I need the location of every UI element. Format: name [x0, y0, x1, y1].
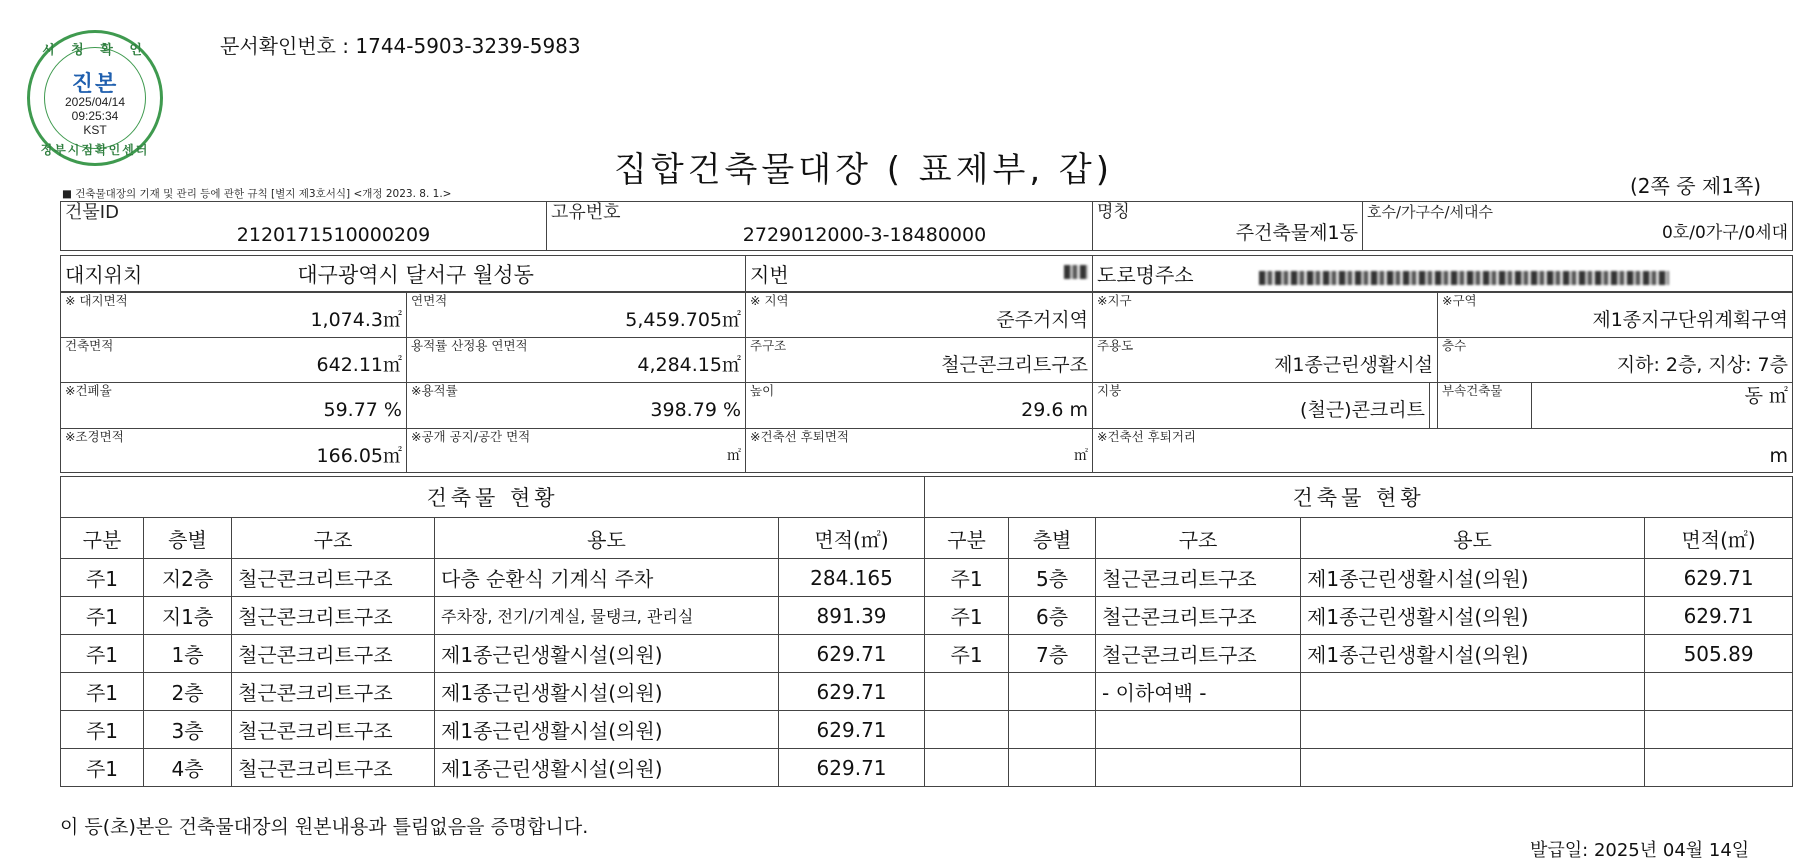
cell-division: 주1 — [925, 635, 1009, 673]
cell-division: 주1 — [61, 559, 144, 597]
register-form — [60, 201, 1792, 787]
annex-value: 동 ㎡ — [1744, 385, 1788, 407]
summary-table-row1 — [60, 201, 1793, 251]
header-division: 구분 — [61, 518, 144, 559]
main-use-cell — [1093, 338, 1438, 383]
summary-table-row2 — [60, 255, 1793, 292]
zone-value: 준주거지역 — [996, 309, 1088, 331]
cell-division: 주1 — [925, 597, 1009, 635]
unique-no-cell — [547, 202, 1093, 251]
cell-structure: 철근콘크리트구조 — [232, 559, 435, 597]
building-id-cell — [61, 202, 547, 251]
landscape-label: ※조경면적 — [65, 429, 124, 444]
cell-use: 제1종근린생활시설(의원) — [1301, 635, 1645, 673]
table-row — [61, 673, 1793, 711]
far-floor-area-label: 용적률 산정용 연면적 — [411, 338, 528, 353]
seal-timezone: KST — [83, 123, 107, 137]
site-location-value: 대구광역시 달서구 월성동 — [297, 262, 534, 287]
main-structure-value: 철근콘크리트구조 — [941, 354, 1088, 376]
cell-area — [1645, 749, 1793, 787]
cell-floor: 1층 — [144, 635, 232, 673]
end-of-entries-marker: - 이하여백 - — [1096, 673, 1301, 711]
seal-main-text: 진본 — [71, 72, 119, 97]
regulation-note: ■ 건축물대장의 기재 및 관리 등에 관한 규칙 [별지 제3호서식] <개정 2023. 8. 1.> — [62, 188, 452, 200]
cell-division: 주1 — [61, 673, 144, 711]
total-floor-area-label: 연면적 — [411, 293, 448, 308]
setback-area-value: ㎡ — [1074, 448, 1088, 464]
header-structure: 구조 — [1096, 518, 1301, 559]
bcr-label: ※건폐율 — [65, 383, 112, 398]
district-cell — [1093, 293, 1438, 338]
seal-top-text: 시 청 확 인 — [42, 43, 148, 58]
official-seal — [27, 30, 163, 166]
header-area: 면적(㎡) — [1645, 518, 1793, 559]
floor-table-header — [61, 518, 1793, 559]
area-cell — [1438, 293, 1793, 338]
height-cell — [746, 383, 1093, 429]
cell-use: 제1종근린생활시설(의원) — [435, 711, 779, 749]
cell-division — [925, 711, 1009, 749]
cell-area: 629.71 — [1645, 597, 1793, 635]
site-area-label: ※ 대지면적 — [65, 293, 128, 308]
height-value: 29.6 m — [1021, 399, 1088, 421]
cell-use: 주차장, 전기/기계실, 물탱크, 관리실 — [435, 597, 779, 635]
annex-value-subcell — [1532, 383, 1792, 428]
cell-floor: 7층 — [1009, 635, 1096, 673]
main-structure-label: 주구조 — [750, 338, 787, 353]
cell-structure: 철근콘크리트구조 — [1096, 635, 1301, 673]
landscape-cell — [61, 429, 407, 473]
setback-area-label: ※건축선 후퇴면적 — [750, 429, 849, 444]
name-cell — [1093, 202, 1363, 251]
building-area-label: 건축면적 — [65, 338, 114, 353]
site-area-cell — [61, 293, 407, 338]
cell-area: 629.71 — [779, 673, 925, 711]
setback-distance-label: ※건축선 후퇴거리 — [1097, 429, 1196, 444]
cell-use: 제1종근린생활시설(의원) — [435, 635, 779, 673]
cell-use: 제1종근린생활시설(의원) — [435, 673, 779, 711]
roof-subcell — [1093, 383, 1430, 428]
bcr-value: 59.77 % — [323, 399, 402, 421]
cell-use — [1301, 711, 1645, 749]
cell-area: 505.89 — [1645, 635, 1793, 673]
roof-annex-cell — [1093, 383, 1438, 429]
header-structure: 구조 — [232, 518, 435, 559]
table-row — [61, 559, 1793, 597]
cell-area — [1645, 673, 1793, 711]
landscape-value: 166.05㎡ — [316, 445, 402, 467]
cell-floor — [1009, 711, 1096, 749]
floor-status-table — [60, 476, 1793, 787]
height-label: 높이 — [750, 383, 775, 398]
far-label: ※용적률 — [411, 383, 458, 398]
name-label: 명칭 — [1097, 202, 1130, 222]
page-number: (2쪽 중 제1쪽) — [1630, 174, 1762, 198]
annex-cell — [1438, 383, 1793, 429]
cell-division: 주1 — [61, 711, 144, 749]
cell-floor — [1009, 749, 1096, 787]
unique-no-value: 2729012000-3-18480000 — [742, 224, 987, 246]
issue-date: 발급일: 2025년 04월 14일 — [1530, 840, 1750, 861]
cell-structure: 철근콘크리트구조 — [1096, 597, 1301, 635]
cell-area: 629.71 — [779, 635, 925, 673]
cell-division: 주1 — [61, 749, 144, 787]
road-address-cell — [1093, 256, 1793, 292]
cell-structure — [1096, 749, 1301, 787]
lot-number-label: 지번 — [750, 263, 789, 287]
site-location-label: 대지위치 — [65, 262, 143, 287]
cell-floor: 지2층 — [144, 559, 232, 597]
total-floor-area-value: 5,459.705㎡ — [625, 309, 741, 331]
floors-cell — [1438, 338, 1793, 383]
site-location-cell — [61, 256, 746, 292]
setback-area-cell — [746, 429, 1093, 473]
setback-distance-cell — [1093, 429, 1793, 473]
site-area-value: 1,074.3㎡ — [310, 309, 402, 331]
zone-label: ※ 지역 — [750, 293, 789, 308]
seal-date: 2025/04/14 — [64, 95, 126, 109]
roof-label: 지붕 — [1097, 383, 1122, 398]
bcr-cell — [61, 383, 407, 429]
cell-division — [925, 749, 1009, 787]
roof-value: (철근)콘크리트 — [1300, 399, 1425, 421]
table-row — [61, 635, 1793, 673]
cell-area: 891.39 — [779, 597, 925, 635]
far-floor-area-cell — [407, 338, 746, 383]
annex-label: 부속건축물 — [1442, 383, 1503, 398]
cell-division — [925, 673, 1009, 711]
cell-division: 주1 — [925, 559, 1009, 597]
floors-value: 지하: 2층, 지상: 7층 — [1616, 354, 1788, 376]
main-use-value: 제1종근린생활시설 — [1274, 354, 1433, 376]
cell-use: 제1종근린생활시설(의원) — [435, 749, 779, 787]
area-value: 제1종지구단위계획구역 — [1592, 309, 1788, 331]
cell-floor: 3층 — [144, 711, 232, 749]
annex-label-subcell — [1438, 383, 1532, 428]
cell-area: 284.165 — [779, 559, 925, 597]
cell-area: 629.71 — [779, 711, 925, 749]
floors-label: 층수 — [1442, 338, 1467, 353]
table-row — [61, 749, 1793, 787]
far-value: 398.79 % — [650, 399, 741, 421]
document-check-number: 문서확인번호 : 1744-5903-3239-5983 — [220, 34, 581, 58]
cell-structure: 철근콘크리트구조 — [1096, 559, 1301, 597]
cell-use — [1301, 673, 1645, 711]
header-area: 면적(㎡) — [779, 518, 925, 559]
open-space-value: ㎡ — [727, 448, 741, 464]
cell-use: 제1종근린생활시설(의원) — [1301, 597, 1645, 635]
header-use: 용도 — [435, 518, 779, 559]
cell-structure — [1096, 711, 1301, 749]
cell-structure: 철근콘크리트구조 — [232, 749, 435, 787]
cell-area: 629.71 — [1645, 559, 1793, 597]
district-label: ※지구 — [1097, 293, 1132, 308]
cell-use: 다층 순환식 기계식 주차 — [435, 559, 779, 597]
far-cell — [407, 383, 746, 429]
cell-division: 주1 — [61, 635, 144, 673]
open-space-label: ※공개 공지/공간 면적 — [411, 429, 531, 444]
cell-structure: 철근콘크리트구조 — [232, 711, 435, 749]
road-address-label: 도로명주소 — [1097, 263, 1194, 287]
cell-structure: 철근콘크리트구조 — [232, 635, 435, 673]
header-division: 구분 — [925, 518, 1009, 559]
main-use-label: 주용도 — [1097, 338, 1134, 353]
cell-division: 주1 — [61, 597, 144, 635]
seal-time: 09:25:34 — [71, 109, 119, 123]
main-structure-cell — [746, 338, 1093, 383]
seal-bottom-text: 정부시점확인센터 — [40, 143, 150, 157]
total-floor-area-cell — [407, 293, 746, 338]
open-space-cell — [407, 429, 746, 473]
road-address-redacted — [1259, 271, 1669, 285]
cell-floor — [1009, 673, 1096, 711]
cell-area: 629.71 — [779, 749, 925, 787]
units-value: 0호/0가구/0세대 — [1661, 223, 1788, 243]
lot-number-cell — [746, 256, 1093, 292]
area-label: ※구역 — [1442, 293, 1477, 308]
lot-number-redacted — [1064, 265, 1088, 279]
setback-distance-value: m — [1769, 445, 1788, 467]
cell-structure: 철근콘크리트구조 — [232, 673, 435, 711]
cell-use — [1301, 749, 1645, 787]
cell-area — [1645, 711, 1793, 749]
cell-use: 제1종근린생활시설(의원) — [1301, 559, 1645, 597]
building-id-label: 건물ID — [65, 202, 119, 223]
certification-text: 이 등(초)본은 건축물대장의 원본내용과 틀림없음을 증명합니다. — [60, 816, 589, 838]
header-floor: 층별 — [1009, 518, 1096, 559]
cell-floor: 6층 — [1009, 597, 1096, 635]
building-id-value: 2120171510000209 — [236, 224, 431, 246]
header-use: 용도 — [1301, 518, 1645, 559]
building-area-value: 642.11㎡ — [316, 354, 402, 376]
zone-cell — [746, 293, 1093, 338]
table-row — [61, 711, 1793, 749]
section-title-left: 건축물 현황 — [61, 477, 925, 518]
unique-no-label: 고유번호 — [551, 202, 621, 223]
cell-floor: 4층 — [144, 749, 232, 787]
section-title-right: 건축물 현황 — [925, 477, 1793, 518]
name-value: 주건축물제1동 — [1235, 222, 1358, 244]
page-title: 집합건축물대장 ( 표제부, 갑) — [614, 150, 1114, 190]
far-floor-area-value: 4,284.15㎡ — [637, 354, 741, 376]
cell-floor: 지1층 — [144, 597, 232, 635]
cell-floor: 5층 — [1009, 559, 1096, 597]
units-cell — [1363, 202, 1793, 251]
building-area-cell — [61, 338, 407, 383]
units-label: 호수/가구수/세대수 — [1367, 203, 1494, 221]
table-row — [61, 597, 1793, 635]
cell-structure: 철근콘크리트구조 — [232, 597, 435, 635]
summary-table-details — [60, 292, 1793, 473]
cell-floor: 2층 — [144, 673, 232, 711]
header-floor: 층별 — [144, 518, 232, 559]
